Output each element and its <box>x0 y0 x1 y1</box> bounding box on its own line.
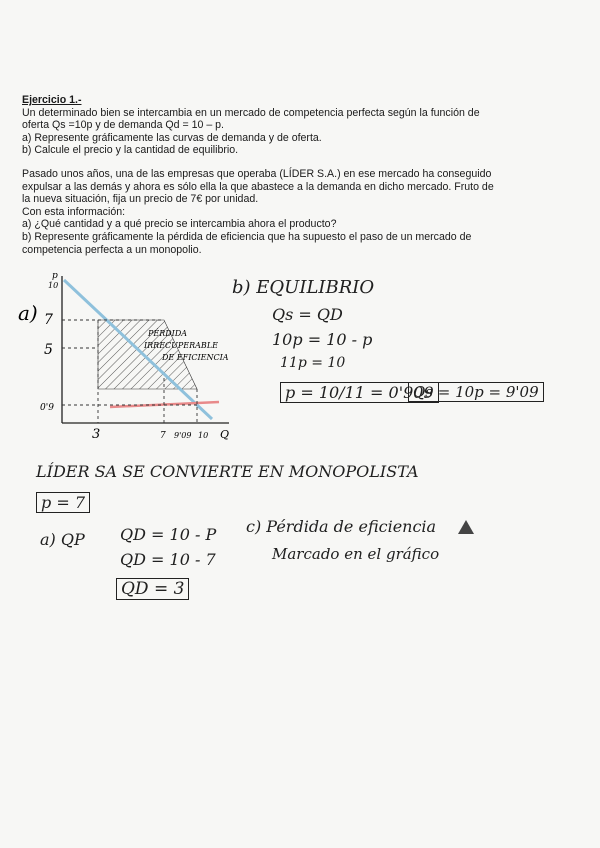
equilibrium-eq3: 11p = 10 <box>280 355 346 371</box>
x-tick-909: 9'09 <box>174 431 192 440</box>
monopoly-qd-substitution: QD = 10 - 7 <box>120 550 216 569</box>
x-tick-7: 7 <box>160 431 166 441</box>
equilibrium-eq2: 10p = 10 - p <box>272 330 373 349</box>
statement-line: la nueva situación, fija un precio de 7€ por unidad. <box>22 193 259 206</box>
efficiency-loss-answer: c) Pérdida de eficiencia <box>246 517 437 536</box>
statement-line: Con esta información: <box>22 205 126 218</box>
statement-line: a) ¿Qué cantidad y a qué precio se intercambia ahora el producto? <box>22 218 337 231</box>
statement-line: expulsar a las demás y ahora es sólo ella la que abastece a la demanda en dicho mercado. Fruto de <box>22 180 494 193</box>
price-line-red <box>110 402 219 407</box>
exercise-title: Ejercicio 1.- <box>22 94 82 106</box>
x-tick-10: 10 <box>198 431 209 440</box>
monopoly-qd-result: QD = 3 <box>116 578 189 600</box>
equilibrium-heading: b) EQUILIBRIO <box>232 277 375 298</box>
graph-part-label: a) <box>18 301 38 325</box>
y-tick-5: 5 <box>44 342 53 358</box>
monopoly-part-a: a) QP <box>40 530 85 549</box>
statement-line: oferta Qs =10p y de demanda Qd = 10 – p. <box>22 119 225 132</box>
statement-line: Pasado unos años, una de las empresas que operaba (LÍDER S.A.) en ese mercado ha conseguido <box>22 167 492 180</box>
statement-line: competencia perfecta a un monopolio. <box>22 243 202 256</box>
equilibrium-eq1: Qs = QD <box>272 305 343 324</box>
y-tick-7: 7 <box>44 312 53 328</box>
p-axis-label: p <box>52 271 58 281</box>
statement-line: b) Represente gráficamente la pérdida de eficiencia que ha supuesto el paso de un mercado de <box>22 230 472 243</box>
exercise-statement <box>22 94 562 256</box>
equilibrium-quantity-result: Qs = 10p = 9'09 <box>408 382 544 402</box>
monopoly-price: p = 7 <box>36 492 90 513</box>
monopoly-heading: LÍDER SA SE CONVIERTE EN MONOPOLISTA <box>36 462 419 481</box>
annotation-line: IRRECUPERABLE <box>144 341 218 350</box>
annotation-line: PÉRDIDA <box>148 329 188 338</box>
statement-line: Un determinado bien se intercambia en un mercado de competencia perfecta según la función de <box>22 106 480 119</box>
y-tick-10: 10 <box>48 281 59 290</box>
statement-line: a) Represente gráficamente las curvas de demanda y de oferta. <box>22 131 322 144</box>
y-tick-09: 0'9 <box>40 403 54 413</box>
supply-demand-sketch <box>14 268 244 448</box>
x-tick-3: 3 <box>92 427 101 442</box>
triangle-icon <box>458 520 474 534</box>
efficiency-loss-note: Marcado en el gráfico <box>272 545 440 563</box>
scan-top-edge <box>0 0 600 6</box>
annotation-line: DE EFICIENCIA <box>162 353 229 362</box>
equilibrium-price-result: p = 10/11 = 0'909 <box>280 382 439 403</box>
statement-line: b) Calcule el precio y la cantidad de equilibrio. <box>22 144 239 157</box>
q-axis-label: Q <box>220 428 230 441</box>
monopoly-qd-formula: QD = 10 - P <box>120 525 217 544</box>
